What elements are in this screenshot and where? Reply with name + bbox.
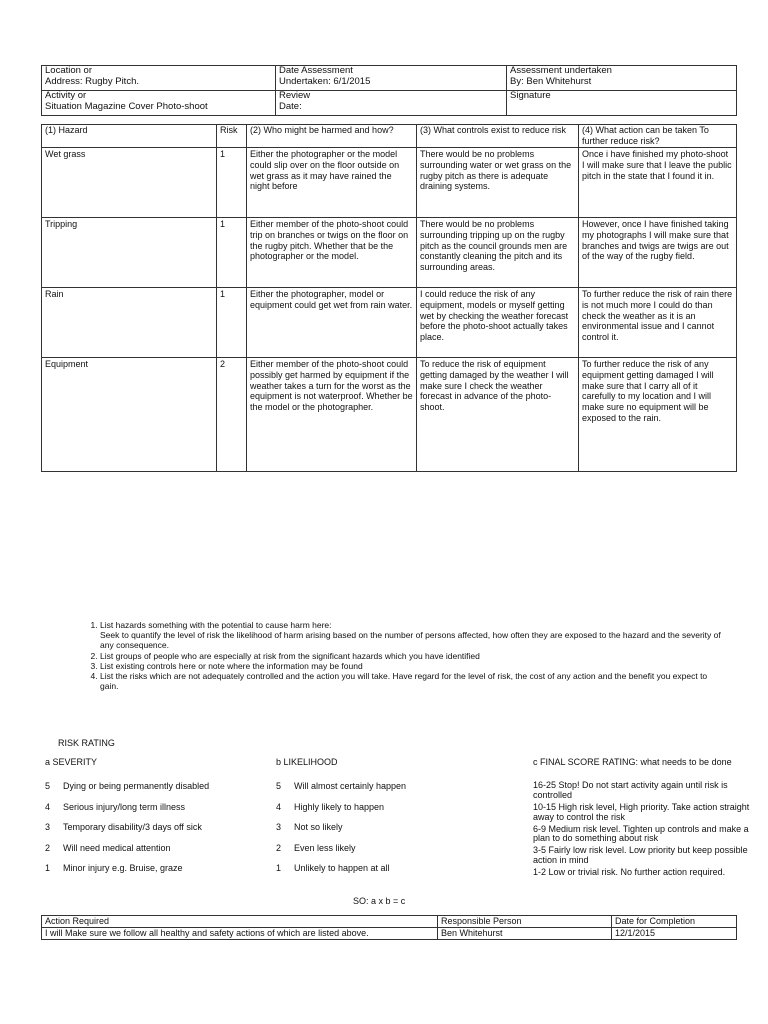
list-item: [45, 822, 265, 843]
severity-number: 3: [45, 822, 51, 832]
severity-title: a SEVERITY: [45, 757, 98, 767]
action-cell: To further reduce the risk of rain there is not much more I could do than check the weather as it is an environmental issue and I cannot control it.: [579, 288, 737, 358]
guidance-item: 4. List the risks which are not adequately controlled and the action you will take. Have regard for the level of risk, the cost of any action and the benefit you expect to gain.: [100, 671, 722, 691]
severity-text: Minor injury e.g. Bruise, graze: [63, 863, 183, 873]
likelihood-text: Will almost certainly happen: [294, 781, 407, 791]
controls-cell: I could reduce the risk of any equipment, models or myself getting wet by checking the weather forecast before the photo-shoot actually takes place.: [417, 288, 579, 358]
risk-cell: 2: [217, 358, 247, 472]
date-completion-header: Date for Completion: [612, 916, 737, 928]
guidance-item: 2. List groups of people who are especially at risk from the significant hazards which you have identified: [100, 651, 722, 661]
review-cell: [276, 91, 507, 116]
action-header: [579, 125, 737, 148]
list-item: 6-9 Medium risk level. Tighten up controls and make a plan to do something about risk: [533, 823, 749, 844]
likelihood-column: [276, 757, 506, 884]
who-cell: Either the photographer or the model could slip over on the floor outside on wet grass as it may have rained the night before: [247, 148, 417, 218]
hazard-cell: Wet grass: [42, 148, 217, 218]
header-row-activity: [42, 91, 737, 116]
who-header: (2) Who might be harmed and how?: [247, 125, 417, 148]
header-row-location: [42, 66, 737, 91]
table-row: [42, 288, 737, 358]
risk-cell: 1: [217, 288, 247, 358]
severity-text: Serious injury/long term illness: [63, 801, 186, 812]
guidance-text: Seek to quantify the level of risk the likelihood of harm arising based on the number of persons affected, how often they are exposed to the hazard and the severity of any consequence.: [100, 630, 721, 651]
table-row: [42, 148, 737, 218]
severity-text: Will need medical attention: [63, 842, 171, 853]
risk-cell: 1: [217, 218, 247, 288]
signature-cell: [507, 91, 737, 116]
guidance-notes: [82, 620, 722, 691]
hazard-cell: Rain: [42, 288, 217, 358]
hazard-header: (1) Hazard: [42, 125, 217, 148]
list-item: [276, 822, 506, 843]
controls-header: (3) What controls exist to reduce risk: [417, 125, 579, 148]
review-label: Review: [279, 90, 311, 101]
situation-value: Situation Magazine Cover Photo-shoot: [45, 100, 208, 112]
action-cell: Once i have finished my photo-shoot I will make sure that I leave the public pitch in the state that I found it in.: [579, 148, 737, 218]
likelihood-number: 2: [276, 842, 282, 853]
likelihood-number: 5: [276, 781, 282, 791]
risk-cell: 1: [217, 148, 247, 218]
activity-cell: [42, 91, 276, 116]
likelihood-text: Not so likely: [294, 822, 343, 832]
final-score-title: c FINAL SCORE RATING: what needs to be done: [533, 757, 732, 767]
action-cell: However, once I have finished taking my photographs I will make sure that branches and twigs are twigs are out of the way of the rugby field.: [579, 218, 737, 288]
responsible-person-cell: Ben Whitehurst: [438, 928, 612, 940]
severity-text: Dying or being permanently disabled: [63, 781, 210, 791]
list-item: [276, 843, 506, 864]
table-row: [42, 928, 737, 940]
who-cell: Either the photographer, model or equipment could get wet from rain water.: [247, 288, 417, 358]
who-cell: Either member of the photo-shoot could possibly get harmed by equipment if the weather takes a turn for the worst as the equipment is not waterproof. Whether be the model or the photographer.: [247, 358, 417, 472]
hazard-cell: Equipment: [42, 358, 217, 472]
likelihood-number: 1: [276, 863, 282, 873]
assessment-undertaken-label: Assessment undertaken: [510, 65, 612, 76]
date-assessment-cell: [276, 66, 507, 91]
table-row: [42, 218, 737, 288]
date-completion-cell: 12/1/2015: [612, 928, 737, 940]
severity-text: Temporary disability/3 days off sick: [63, 822, 202, 832]
list-item: [45, 781, 265, 802]
severity-number: 4: [45, 801, 51, 812]
final-score-column: [533, 757, 755, 880]
list-item: [276, 802, 506, 823]
assessor-cell: [507, 66, 737, 91]
risk-rating-title: RISK RATING: [58, 738, 115, 748]
undertaken-value: Undertaken: 6/1/2015: [279, 75, 371, 87]
likelihood-number: 4: [276, 801, 282, 812]
location-cell: [42, 66, 276, 91]
action-required-cell: I will Make sure we follow all healthy and safety actions of which are listed above.: [42, 928, 438, 940]
list-item: [45, 863, 265, 884]
severity-column: [45, 757, 265, 884]
controls-cell: There would be no problems surrounding tripping up on the rugby pitch as the council grounds men are constantly cleaning the pitch and its surrounding areas.: [417, 218, 579, 288]
who-cell: Either member of the photo-shoot could trip on branches or twigs on the floor on the rugby pitch. Whether that be the photographer or the model.: [247, 218, 417, 288]
review-date-label: Date:: [279, 100, 302, 112]
severity-number: 2: [45, 842, 51, 853]
action-cell: To further reduce the risk of any equipment getting damaged I will make sure that I carry all of it carefully to my location and I will make sure no equipment will be exposed to the rain.: [579, 358, 737, 472]
score-formula: SO: a x b = c: [353, 896, 406, 906]
controls-cell: There would be no problems surrounding water or wet grass on the rugby pitch as there is adequate draining systems.: [417, 148, 579, 218]
table-row: [42, 358, 737, 472]
action-table-header: [42, 916, 737, 928]
likelihood-number: 3: [276, 822, 282, 832]
responsible-person-header: Responsible Person: [438, 916, 612, 928]
assessor-value: By: Ben Whitehurst: [510, 75, 592, 87]
hazard-table: [41, 124, 737, 472]
header-table: [41, 65, 737, 116]
guidance-item: [100, 620, 722, 651]
list-item: [276, 863, 506, 884]
list-item: [45, 802, 265, 823]
guidance-item: 3. List existing controls here or note where the information may be found: [100, 661, 722, 671]
list-item: [276, 781, 506, 802]
severity-number: 5: [45, 781, 51, 791]
list-item: 10-15 High risk level, High priority. Take action straight away to control the risk: [533, 801, 750, 822]
likelihood-title: b LIKELIHOOD: [276, 757, 338, 767]
hazard-table-header: [42, 125, 737, 148]
signature-label: Signature: [510, 90, 551, 101]
action-header-text: (4) What action can be taken To further reduce risk?: [582, 125, 709, 146]
likelihood-text: Even less likely: [294, 842, 356, 853]
list-item: [45, 843, 265, 864]
list-item: 16-25 Stop! Do not start activity again until risk is controlled: [533, 780, 728, 800]
likelihood-text: Unlikely to happen at all: [294, 863, 390, 873]
guidance-text: 1. List hazards something with the potential to cause harm here:: [100, 620, 332, 630]
date-assessment-label: Date Assessment: [279, 65, 353, 76]
hazard-cell: Tripping: [42, 218, 217, 288]
controls-cell: To reduce the risk of equipment getting damaged by the weather I will make sure I check the weather forecast in advance of the photo-shoot.: [417, 358, 579, 472]
risk-header: Risk: [217, 125, 247, 148]
location-label: Location or: [45, 65, 93, 76]
action-required-header: Action Required: [42, 916, 438, 928]
list-item: 1-2 Low or trivial risk. No further action required.: [533, 867, 726, 878]
severity-number: 1: [45, 863, 51, 873]
list-item: 3-5 Fairly low risk level. Low priority but keep possible action in mind: [533, 845, 748, 866]
action-table: [41, 915, 737, 940]
likelihood-text: Highly likely to happen: [294, 801, 385, 812]
activity-label: Activity or: [45, 90, 87, 101]
address-value: Address: Rugby Pitch.: [45, 75, 139, 87]
